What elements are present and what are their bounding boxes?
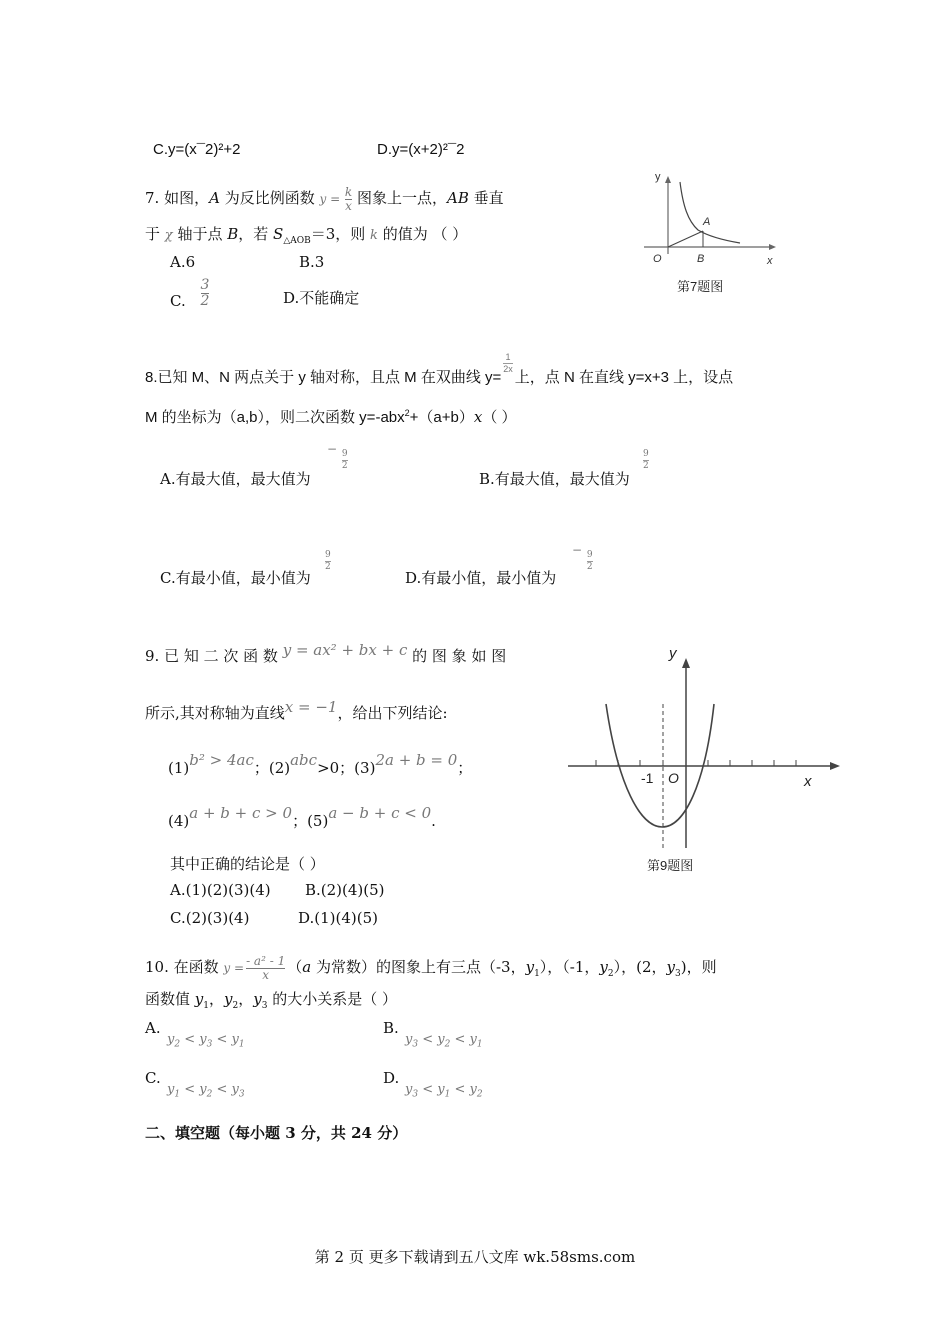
q8-option-b-value: $\frac{9}{2}$ (643, 449, 649, 471)
q9-figure-caption: 第9题图 (647, 858, 694, 873)
q10-option-d: D. (383, 1069, 400, 1087)
q6-option-c: C.y=(x¯2)²+2 (153, 141, 241, 158)
q9-option-c: C.(2)(3)(4) (170, 909, 250, 927)
q7-x-label: x (767, 255, 773, 267)
q9-x-label: x (804, 773, 812, 790)
q9-neg1-label: -1 (641, 770, 654, 786)
q9-stem-line1: 9. 已 知 二 次 函 数 y = ax² + bx + c 的 图 象 如 图 (145, 641, 507, 665)
q7-segment-OA (668, 231, 703, 247)
q8-stem-line2: M 的坐标为（a,b），则二次函数 y=-abx$^2$+（a+b）x（ ） (145, 408, 517, 426)
q9-x-arrow-icon (830, 762, 840, 770)
q10-stem-line1: 10. 在函数 y = $\frac{\text{- a² - 1}}{x}$ （a 为常数）的图象上有三点（-3，$y_1$），（-1，$y_2$），(2，$y_3$)，则 (145, 954, 717, 982)
q8-option-d: D.有最小值，最小值为 (405, 569, 557, 587)
q9-question: 其中正确的结论是（ ） (170, 855, 325, 873)
q10-option-c: C. (145, 1069, 161, 1087)
q7-y-arrow-icon (665, 176, 671, 183)
q8-option-c-value: $\frac{9}{2}$ (325, 550, 331, 572)
section-2-heading: 二、填空题（每小题 3 分，共 24 分） (145, 1124, 408, 1142)
q10-option-a: A. (145, 1019, 161, 1037)
q8-option-d-value: − $\frac{9}{2}$ (572, 543, 593, 572)
q7-figure (636, 166, 786, 301)
q9-conclusions-line2: (4)a + b + c > 0；(5)a − b + c < 0. (168, 804, 436, 830)
page-footer: 第 2 页 更多下载请到五八文库 wk.58sms.com (314, 1248, 636, 1266)
q7-figure-caption: 第7题图 (677, 279, 724, 294)
q8-option-b: B.有最大值，最大值为 (479, 470, 630, 488)
q10-option-b-value: $y_3 < y_2 < y_1$ (405, 1032, 483, 1050)
q9-origin-label: O (668, 770, 679, 786)
q8-option-c: C.有最小值，最小值为 (160, 569, 311, 587)
q10-option-d-value: $y_3 < y_1 < y_2$ (405, 1082, 483, 1100)
q7-stem-line1: 7. 如图，A 为反比例函数 y = $\frac{k}{x}$ 图象上一点，AB 垂直 (145, 185, 504, 213)
q7-option-a: A.6 (170, 253, 196, 271)
q9-y-label: y (669, 648, 677, 662)
q9-figure (560, 648, 850, 876)
q7-point-b-label: B (697, 253, 705, 265)
q7-option-d: D.不能确定 (283, 289, 360, 307)
q7-y-label: y (655, 171, 661, 183)
q7-stem-line2: 于 χ 轴于点 B，若 $S_{\triangle AOB}=3$，则 k 的值为 （ ） (145, 225, 468, 246)
q7-point-a-label: A (703, 216, 711, 228)
q9-y-arrow-icon (682, 658, 690, 668)
q9-option-a: A.(1)(2)(3)(4) (170, 881, 271, 899)
q7-x-arrow-icon (769, 244, 776, 250)
q9-option-d: D.(1)(4)(5) (298, 909, 379, 927)
q9-stem-line2: 所示,其对称轴为直线x = −1，给出下列结论: (145, 698, 448, 722)
q7-hyperbola-curve (680, 182, 740, 243)
q7-option-b: B.3 (299, 253, 325, 271)
q7-option-c: C. $\frac{3}{2}$ (170, 277, 210, 311)
q10-stem-line2: 函数值 $y_1$，$y_2$，$y_3$ 的大小关系是（ ） (145, 990, 398, 1011)
q10-option-c-value: $y_1 < y_2 < y_3$ (167, 1082, 245, 1100)
q8-option-a-value: − $\frac{9}{2}$ (327, 442, 348, 471)
q9-x-ticks (596, 760, 796, 766)
q9-option-b: B.(2)(4)(5) (305, 881, 385, 899)
q7-origin-label: O (653, 253, 662, 265)
q10-option-b: B. (383, 1019, 399, 1037)
q8-stem-line1: 8.已知 M、N 两点关于 y 轴对称，且点 M 在双曲线 y= $\frac{1}{2x}$ 上，点 N 在直线 y=x+3 上，设点 (145, 352, 734, 386)
q10-option-a-value: $y_2 < y_3 < y_1$ (167, 1032, 245, 1050)
q8-option-a: A.有最大值，最大值为 (160, 470, 311, 488)
q9-conclusions-line1: (1)b² > 4ac；(2)abc>0；(3)2a + b = 0； (168, 751, 473, 777)
q6-option-d: D.y=(x+2)²¯2 (377, 141, 465, 158)
